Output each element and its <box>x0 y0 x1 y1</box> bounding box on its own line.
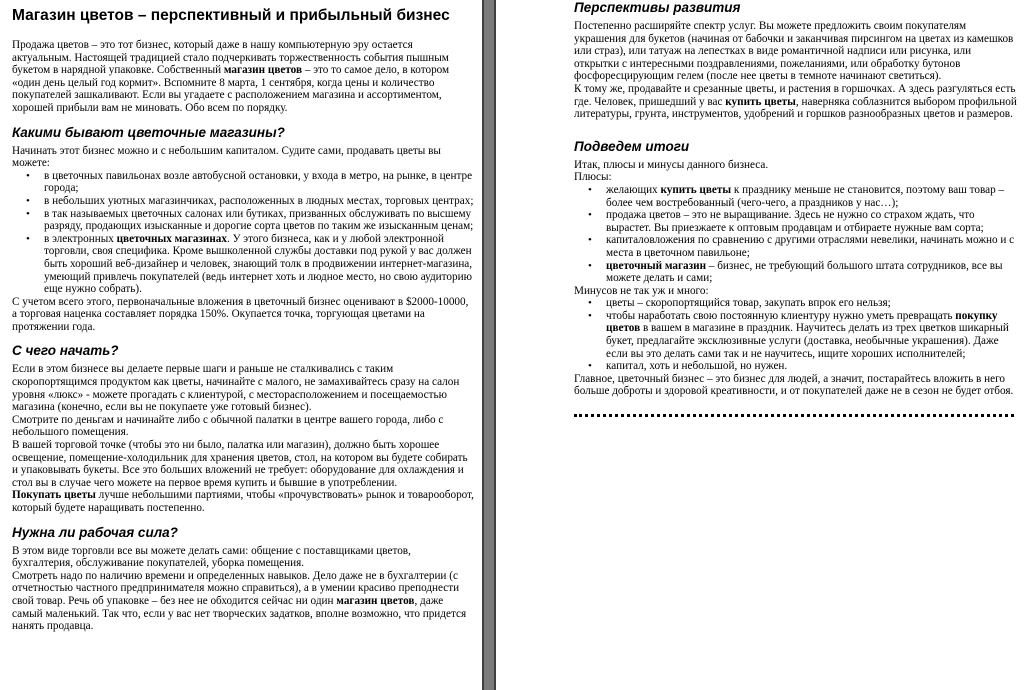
list-item-text: . У этого бизнеса, как и у любой электронной торговли, своя специфика. Кроме вышколенной службы доставки под рукой у вас должен быть хороший веб-дизайнер и человек, знающий толк в продвижении интернет-магазина, умеющий привлечь покупателей (ведь интернет хоть и людное место, но свою аудиторию еще нужно собрать). <box>44 232 473 296</box>
development-bold-term: купить цветы <box>725 95 796 108</box>
list-item <box>606 310 1018 360</box>
minuses-list <box>574 297 1018 373</box>
development-paragraph-1: Постепенно расширяйте спектр услуг. Вы можете предложить своим покупателям украшения для букетов (начиная от бабочки и заканчивая пирсингом на цветах из камешков или страз), или татуаж на лепестках в виде романтичной надписи или рисунка, или открытки с интересными поздравлениями, пожеланиями, или обработку бутонов фосфоресцирующим гелем (после нее цветы в темноте начинают светиться). <box>574 20 1014 83</box>
list-item-bold: цветочных магазинах <box>116 232 227 245</box>
heading-where-to-start: С чего начать? <box>12 343 119 359</box>
pluses-list <box>574 184 1018 285</box>
intro-bold-term: магазин цветов <box>223 64 303 77</box>
list-item <box>606 184 1018 209</box>
spacer <box>574 121 1018 129</box>
development-text-1: К тому же, продавайте и срезанные цветы, и растения в горшочках. А здесь разгуляться есть где. Человек, пришедший у вас <box>574 82 1016 108</box>
list-item-bold: покупку цветов <box>606 309 998 335</box>
heading-summary: Подведем итоги <box>574 138 690 154</box>
development-text-2: , наверняка соблазнится выбором профильной литературы, грунта, инструментов, удобрений и горшков разнообразных цветов и размеров. <box>574 95 1017 121</box>
start-paragraph-1: Если в этом бизнесе вы делаете первые шаги и раньше не сталкивались с таким скоропортящимся продуктом как цветы, начинайте с малого, не замахивайтесь сразу на салон уровня «люкс» - можете прогадать с клиентурой, с месторасположением и посещаемостью магазина (конечно, если вы не покупаете уже готовый бизнес). <box>12 363 460 414</box>
pluses-label: Плюсы: <box>574 171 612 184</box>
summary-lead: Итак, плюсы и минусы данного бизнеса. <box>574 158 769 171</box>
start-paragraph-2: Смотрите по деньгам и начинайте либо с обычной палатки в центре вашего города, либо с небольшого помещения. <box>12 413 444 439</box>
document-title: Магазин цветов – перспективный и прибыльный бизнес <box>12 7 450 24</box>
workforce-text-2: , даже самый маленький. Так что, если у вас нет творческих задатков, вполне возможно, что придется нанять продавца. <box>12 594 467 633</box>
start-paragraph-3: В вашей торговой точке (чтобы это ни было, палатка или магазин), должно быть хорошее освещение, помещение-холодильник для хранения цветов, стол, на котором вы будете собирать и упаковывать букеты. Все это больших вложений не требует: оборудование для охлаждения и стол вы в случае чего можете на первое время купить и бывшие в употреблении. <box>12 439 468 489</box>
list-item: • капитал, хоть и небольшой, но нужен. <box>606 360 1018 373</box>
heading-workforce: Нужна ли рабочая сила? <box>12 524 178 540</box>
start-text: лучше небольшими партиями, чтобы «прочувствовать» рынок и товарооборот, который будете наращивать постепенно. <box>12 489 474 514</box>
start-bold-term: Покупать цветы <box>12 489 96 502</box>
intro-paragraph <box>12 39 474 115</box>
dotted-separator <box>574 414 1014 417</box>
list-item: • цветы – скоропортящийся товар, закупать впрок его нельзя; <box>606 297 1018 310</box>
list-item: • капиталовложения по сравнению с другими отраслями невелики, начинать можно и с места в цветочном павильоне; <box>606 234 1018 259</box>
intro-text-2: – это то самое дело, в котором «один день целый год кормит». Вспомните 8 марта, 1 сентября, когда цены и количество покупателей зашкаливают. Если вы угадаете с расположением магазина и ассортиментом, хорошей прибыли вам не миновать. Обо всем по порядку. <box>12 64 450 114</box>
list-item-text: в вашем в магазине в праздник. Научитесь делать из трех цветков шикарный букет, предлагайте эксклюзивные услуги (доставка, необычные украшения). Даже если вы это делать сами так и не научитесь, ищите хороших исполнителей; <box>606 322 1009 360</box>
heading-shop-types: Какими бывают цветочные магазины? <box>12 124 285 140</box>
heading-development: Перспективы развития <box>574 0 741 15</box>
workforce-paragraph-2 <box>12 570 474 633</box>
list-item: • в цветочных павильонах возле автобусной остановки, у входа в метро, на рынке, в центре города; <box>44 170 474 195</box>
list-item-text: чтобы наработать свою постоянную клиентуру нужно уметь превращать <box>606 309 956 322</box>
workforce-text-1: Смотреть надо по наличию времени и определенных навыков. Дело даже не в бухгалтерии (с отчетностью частного предпринимателя можно справиться), а в умении красиво преподнести свой товар. Речь об упаковке – без нее не обходится сейчас ни один <box>12 569 460 607</box>
development-paragraph-2 <box>574 83 1018 121</box>
list-item-text: в электронных <box>44 232 117 245</box>
shop-types-list <box>12 170 474 296</box>
list-item-text: желающих <box>606 183 661 196</box>
list-item-text: – бизнес, не требующий большого штата сотрудников, все вы можете делать и сами; <box>606 259 1003 285</box>
document-page-right <box>496 0 1024 690</box>
shop-types-closing: С учетом всего этого, первоначальные вложения в цветочный бизнес оценивают в $2000-10000, а торговая наценка составляет порядка 150%. Окупается точка, торгующая цветами на протяжении года. <box>12 295 469 333</box>
list-item <box>606 260 1018 285</box>
intro-text-1: Продажа цветов – это тот бизнес, который даже в нашу компьютерную эру остается актуальным. Настоящей традицией стало подчеркивать торжественность события пышным букетом в нарядной упаковке. Собственный <box>12 39 449 77</box>
minuses-label: Минусов не так уж и много: <box>574 284 709 297</box>
list-item: • в небольших уютных магазинчиках, расположенных в людных местах, торговых центрах; <box>44 195 474 208</box>
list-item-text: к празднику меньше не становится, поэтому ваш товар – более чем востребованный (чего-чего, а праздников у нас…); <box>606 183 1005 209</box>
list-item <box>44 233 474 296</box>
list-item: • продажа цветов – это не выращивание. Здесь не нужно со страхом ждать, что вырастет. Вы приезжаете к оптовым продавцам и отбираете нужные вам сорта; <box>606 209 1018 234</box>
list-item-bold: цветочный магазин <box>606 259 707 272</box>
start-paragraph-4 <box>12 489 474 514</box>
workforce-bold-term: магазин цветов <box>336 594 415 607</box>
shop-types-lead: Начинать этот бизнес можно и с небольшим капиталом. Судите сами, продавать цветы вы можете: <box>12 144 441 170</box>
document-page-left <box>0 0 482 690</box>
list-item-bold: купить цветы <box>660 183 732 196</box>
list-item: • в так называемых цветочных салонах или бутиках, призванных обслуживать по высшему разряду, продающих изысканные и дорогие сорта цветов по таким же изысканным ценам; <box>44 208 474 233</box>
workforce-paragraph-1: В этом виде торговли все вы можете делать сами: общение с поставщиками цветов, бухгалтерия, обслуживание покупателей, уборка помещения. <box>12 544 411 570</box>
page-gutter <box>482 0 496 690</box>
summary-closing: Главное, цветочный бизнес – это бизнес для людей, а значит, постарайтесь вложить в него больше доброты и здоровой креативности, и от покупателей даже не в сезон не будет отбоя. <box>574 372 1014 398</box>
